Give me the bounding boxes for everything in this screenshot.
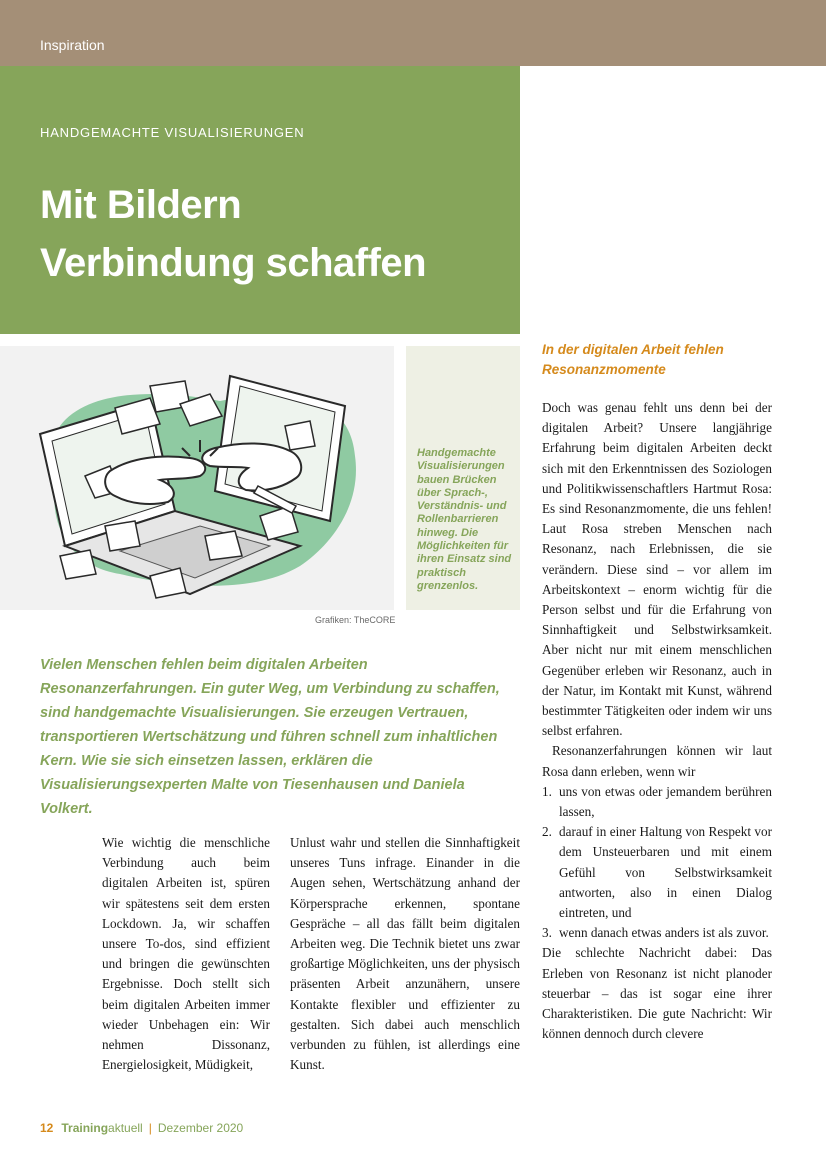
illustration-graphic <box>0 346 394 610</box>
top-bar <box>0 0 826 66</box>
numbered-list <box>542 782 772 944</box>
list-item-text: darauf in einer Haltung von Respekt vor dem Unsteuerbaren und mit einem Gefühl von Selbstwirksamkeit antworten, also in einen Dialog eintreten, und <box>559 824 772 921</box>
article-kicker: HANDGEMACHTE VISUALISIERUNGEN <box>40 125 305 140</box>
issue-date: Dezember 2020 <box>157 1121 244 1135</box>
article-title <box>40 176 500 292</box>
paragraph: Doch was genau fehlt uns denn bei der digitalen Arbeit? Unsere langjährige Erfahrung beim digitalen Arbeiten deckt sich mit den Erkenntnissen des Soziologen und Politikwissenschaftlers Hartmut Rosa: Es sind Resonanzmomente, die uns fehlen! Laut Rosa streben Menschen nach Resonanz, nach Erlebnissen, die sie verändern. Diese sind – vor allem im Arbeitskontext – enorm wichtig für die Person selbst und für die Erfahrung von Sinnhaftigkeit und Selbstwirksamkeit. Aber nicht nur mit einem menschlichen Gegenüber erleben wir Resonanz, auch in der Natur, im Kontakt mit Kunst, während bestimmter Tätigkeiten oder indem wir uns selbst erfahren. <box>542 400 772 739</box>
title-line-2: Verbindung schaffen <box>40 241 427 285</box>
page-footer <box>40 1121 243 1135</box>
list-item-text: wenn danach etwas anders ist als zuvor. <box>559 925 769 941</box>
magazine-brand-bold: Training <box>61 1121 109 1135</box>
title-line-1: Mit Bildern <box>40 183 242 227</box>
image-credit: Grafiken: TheCORE <box>315 615 396 625</box>
body-column-1: Wie wichtig die menschliche Verbindung auch beim digitalen Arbeiten ist, spüren wir spätestens seit dem ersten Lockdown. Ja, wir schaffen unsere To-dos, sind effizient und bringen die gewünschten Ergebnisse. Doch stellt sich beim digitalen Arbeiten immer wieder Unbehagen ein: Wir nehmen Dissonanz, Energielosigkeit, Müdigkeit, <box>102 835 270 1073</box>
paragraph: Die schlechte Nachricht dabei: Das Erleben von Resonanz ist nicht planoder steuerbar – das ist sogar eine ihrer Charakteristiken. Die gute Nachricht: Wir können dennoch durch clevere <box>542 945 772 1042</box>
paragraph: Resonanzerfahrungen können wir laut Rosa dann erleben, wenn wir <box>542 743 772 779</box>
lead-paragraph: Vielen Menschen fehlen beim digitalen Arbeiten Resonanzerfahrungen. Ein guter Weg, um Verbindung zu schaffen, sind handgemachte Visualisierungen. Sie erzeugen Vertrauen, transportieren Wertschätzung und führen schnell zum inhaltlichen Kern. Wie sie sich einsetzen lassen, erklären die Visualisierungsexperten Malte von Tiesenhausen und Daniela Volkert. <box>40 657 500 817</box>
list-number: 1. <box>542 783 552 799</box>
footer-separator: | <box>148 1121 152 1135</box>
list-number: 2. <box>542 824 552 840</box>
section-label: Inspiration <box>40 37 105 53</box>
figure-caption: Handgemachte Visualisierungen bauen Brücken über Sprach-, Verständnis- und Rollenbarrieren hinweg. Die Möglichkeiten für ihren Einsatz sind praktisch grenzenlos. <box>417 447 512 592</box>
list-item-text: uns von etwas oder jemandem berühren lassen, <box>559 783 772 820</box>
list-item <box>542 782 772 822</box>
magazine-brand-rest: aktuell <box>108 1121 143 1135</box>
section-subheading: In der digitalen Arbeit fehlen Resonanzmomente <box>542 342 724 377</box>
list-number: 3. <box>542 925 552 941</box>
body-column-2: Unlust wahr und stellen die Sinnhaftigkeit unseres Tuns infrage. Einander in die Augen sehen, Wertschätzung anhand der Körpersprache erkennen, spontane Gespräche – all das fällt beim digitalen Arbeiten weg. Die Technik bietet uns zwar großartige Möglichkeiten, uns der physisch präsenten Arbeit anzunähern, unsere Kontakte flexibler und effizienter zu gestalten. Sich dabei auch menschlich verbunden zu fühlen, ist allerdings eine Kunst. <box>290 835 520 1073</box>
list-item <box>542 822 772 923</box>
list-item <box>542 923 772 943</box>
page-number: 12 <box>40 1121 54 1135</box>
body-column-3 <box>542 398 772 1045</box>
illustration-hands-laptops <box>0 346 394 610</box>
